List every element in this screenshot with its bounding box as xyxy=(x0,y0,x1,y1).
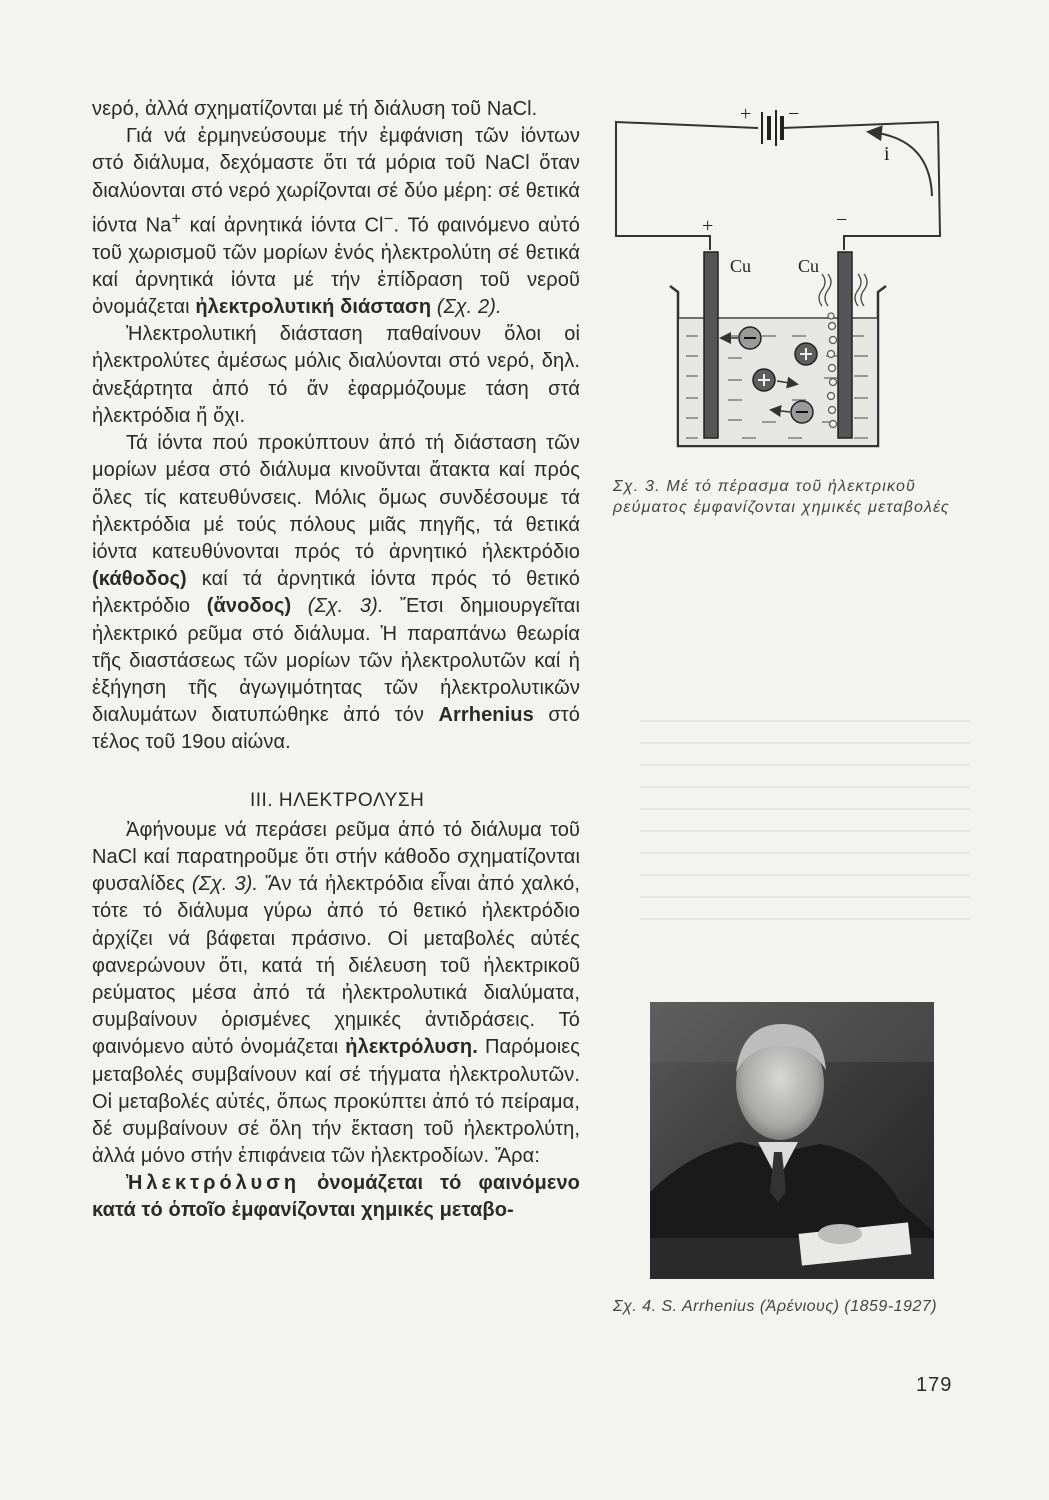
right-electrode-label: Cu xyxy=(798,256,820,276)
p2-text-c: . Τό φαινόμενο αὐτό τοῦ χωρισμοῦ τῶν μορίων ἑνός ἠλεκτρολύτη σέ θετικά καί ἀρνητικά ἰόντα μέ τήν ἐπίδραση τοῦ νεροῦ ὀνομάζεται xyxy=(92,214,581,319)
definition-text: ὀνομάζεται τό φαινόμενο κατά τό ὁποῖο ἐμφανίζονται χημικές μεταβο- xyxy=(92,1172,580,1222)
battery-minus-label: − xyxy=(788,103,800,125)
p4-text-a: Τά ἰόντα πού προκύπτουν ἀπό τή διάσταση τῶν μορίων μέσα στό διάλυμα κινοῦνται ἄτακτα καί πρός ὅλες τίς κατευθύνσεις. Μόλις ὅμως συνδέσουμε τά ἠλεκτρόδια μέ τούς πόλους μιᾶς πηγῆς, τά θετικά ἰόντα κατευθύνονται πρός τό ἀρνητικό ἠλεκτρόδιο xyxy=(92,432,580,563)
battery-icon xyxy=(762,110,784,146)
bleed-through-texture xyxy=(640,720,970,920)
definition-term: Ἠλεκτρόλυση xyxy=(126,1172,301,1195)
p5-figure-ref: (Σχ. 3). xyxy=(184,873,259,896)
circuit-wire xyxy=(616,122,758,250)
p2-text-a: Γιά νά ἑρμηνεύσουμε τήν ἐμφάνιση τῶν ἰόντων στό διάλυμα, δεχόμαστε ὅτι τά μόρια τοῦ NaCl ὅταν διαλύονται στό νερό χωρίζονται σέ δύο μέρη: σέ θετικά ἰόντα Na xyxy=(92,125,580,237)
anode-electrode xyxy=(704,252,718,438)
na-charge: + xyxy=(171,208,182,228)
term-arrhenius: Arrhenius xyxy=(438,704,534,727)
hand xyxy=(818,1224,862,1244)
electrolysis-diagram xyxy=(612,100,962,460)
plus-electrode-label: + xyxy=(702,215,714,237)
p2-figure-ref: (Σχ. 2). xyxy=(431,296,502,319)
p5-text-c: Παρόμοιες μεταβολές συμβαίνουν καί σέ τήγματα ἠλεκτρολυτῶν. Οἱ μεταβολές αὐτές, ὅπως προκύπτει ἀπό τό πείραμα, δέ συμβαίνουν σέ ὅλη τήν ἔκταση τοῦ ἠλεκτρολύτη, ἀλλά μόνο στήν ἐπιφάνεια τῶν ἠλεκτροδίων. Ἄρα: xyxy=(92,1036,580,1168)
circuit-wire xyxy=(782,122,940,250)
term-cathode: (κάθοδος) xyxy=(92,568,187,591)
section-title: III. ΗΛΕΚΤΡΟΛΥΣΗ xyxy=(250,789,425,811)
p4-text-c: Ἔτσι δημιουργεῖται ἠλεκτρικό ρεῦμα στό διάλυμα. Ἡ παραπάνω θεωρία τῆς διαστάσεως τῶν μορίων τῶν ἠλεκτρολυτῶν καί ἡ ἐξήγηση τῆς ἀγωγιμότητας τῶν ἠλεκτρολυτικῶν διαλυμάτων διατυπώθηκε ἀπό τόν xyxy=(92,595,580,727)
definition-electrolysis xyxy=(92,1170,580,1224)
term-anode: (ἄνοδος) xyxy=(206,595,292,618)
cl-charge: − xyxy=(383,208,394,228)
paragraph-2 xyxy=(92,123,580,321)
left-electrode-label: Cu xyxy=(730,256,752,276)
paragraph-1: νερό, ἀλλά σχηματίζονται μέ τή διάλυση τοῦ NaCl. xyxy=(92,98,538,120)
cathode-electrode xyxy=(838,252,852,438)
paragraph-5 xyxy=(92,817,580,1171)
battery-plus-label: + xyxy=(740,103,752,125)
figure-4-caption: Σχ. 4. S. Arrhenius (Ἀρένιους) (1859-1927) xyxy=(613,1298,938,1315)
main-text-column xyxy=(92,96,580,1224)
p4-figure-ref: (Σχ. 3). xyxy=(291,595,384,618)
term-electrolysis: ἠλεκτρόλυση. xyxy=(345,1036,478,1059)
page-number: 179 xyxy=(916,1374,953,1396)
arrhenius-portrait xyxy=(650,1002,934,1279)
paragraph-4 xyxy=(92,430,580,756)
p4-text-b: καί τά ἀρνητικά ἰόντα πρός τό θετικό ἠλεκτρόδιο xyxy=(92,568,580,618)
p2-text-b: καί ἀρνητικά ἰόντα Cl xyxy=(181,214,384,237)
figure-3-caption: Σχ. 3. Μέ τό πέρασμα τοῦ ἠλεκτρικοῦ ρεύματος ἐμφανίζονται χημικές μεταβολές xyxy=(613,478,950,516)
p5-text-a: Ἀφήνουμε νά περάσει ρεῦμα ἀπό τό διάλυμα τοῦ NaCl καί παρατηροῦμε ὅτι στήν κάθοδο σχηματίζονται φυσαλίδες xyxy=(92,818,580,896)
current-label: i xyxy=(884,143,890,165)
paragraph-3: Ἠλεκτρολυτική διάσταση παθαίνουν ὅλοι οἱ ἠλεκτρολύτες ἀμέσως μόλις διαλύονται στό νερό, δηλ. ἀνεξάρτητα ἀπό τό ἄν ἐφαρμόζουμε τάση στά ἠλεκτρόδια ἤ ὄχι. xyxy=(92,323,580,427)
p4-text-d: στό τέλος τοῦ 19ου αἰώνα. xyxy=(92,704,580,754)
minus-electrode-label: − xyxy=(836,209,848,231)
term-electrolytic-dissociation: ἠλεκτρολυτική διάσταση xyxy=(195,296,432,319)
current-arrow-icon xyxy=(870,132,932,196)
p5-text-b: Ἄν τά ἠλεκτρόδια εἶναι ἀπό χαλκό, τότε τό διάλυμα γύρω ἀπό τό θετικό ἠλεκτρόδιο ἀρχίζει νά βάφεται πράσινο. Οἱ μεταβολές αὐτές φανερώνουν ὅτι, κατά τή διέλευση τοῦ ἠλεκτρικοῦ ρεύματος μέσα ἀπό τά ἠλεκτρολυτικά διαλύματα, συμβαίνουν ὁρισμένες χημικές ἀντιδράσεις. Τό φαινόμενο αὐτό ὀνομάζεται xyxy=(92,873,581,1059)
positive-ion-icon xyxy=(795,343,817,365)
